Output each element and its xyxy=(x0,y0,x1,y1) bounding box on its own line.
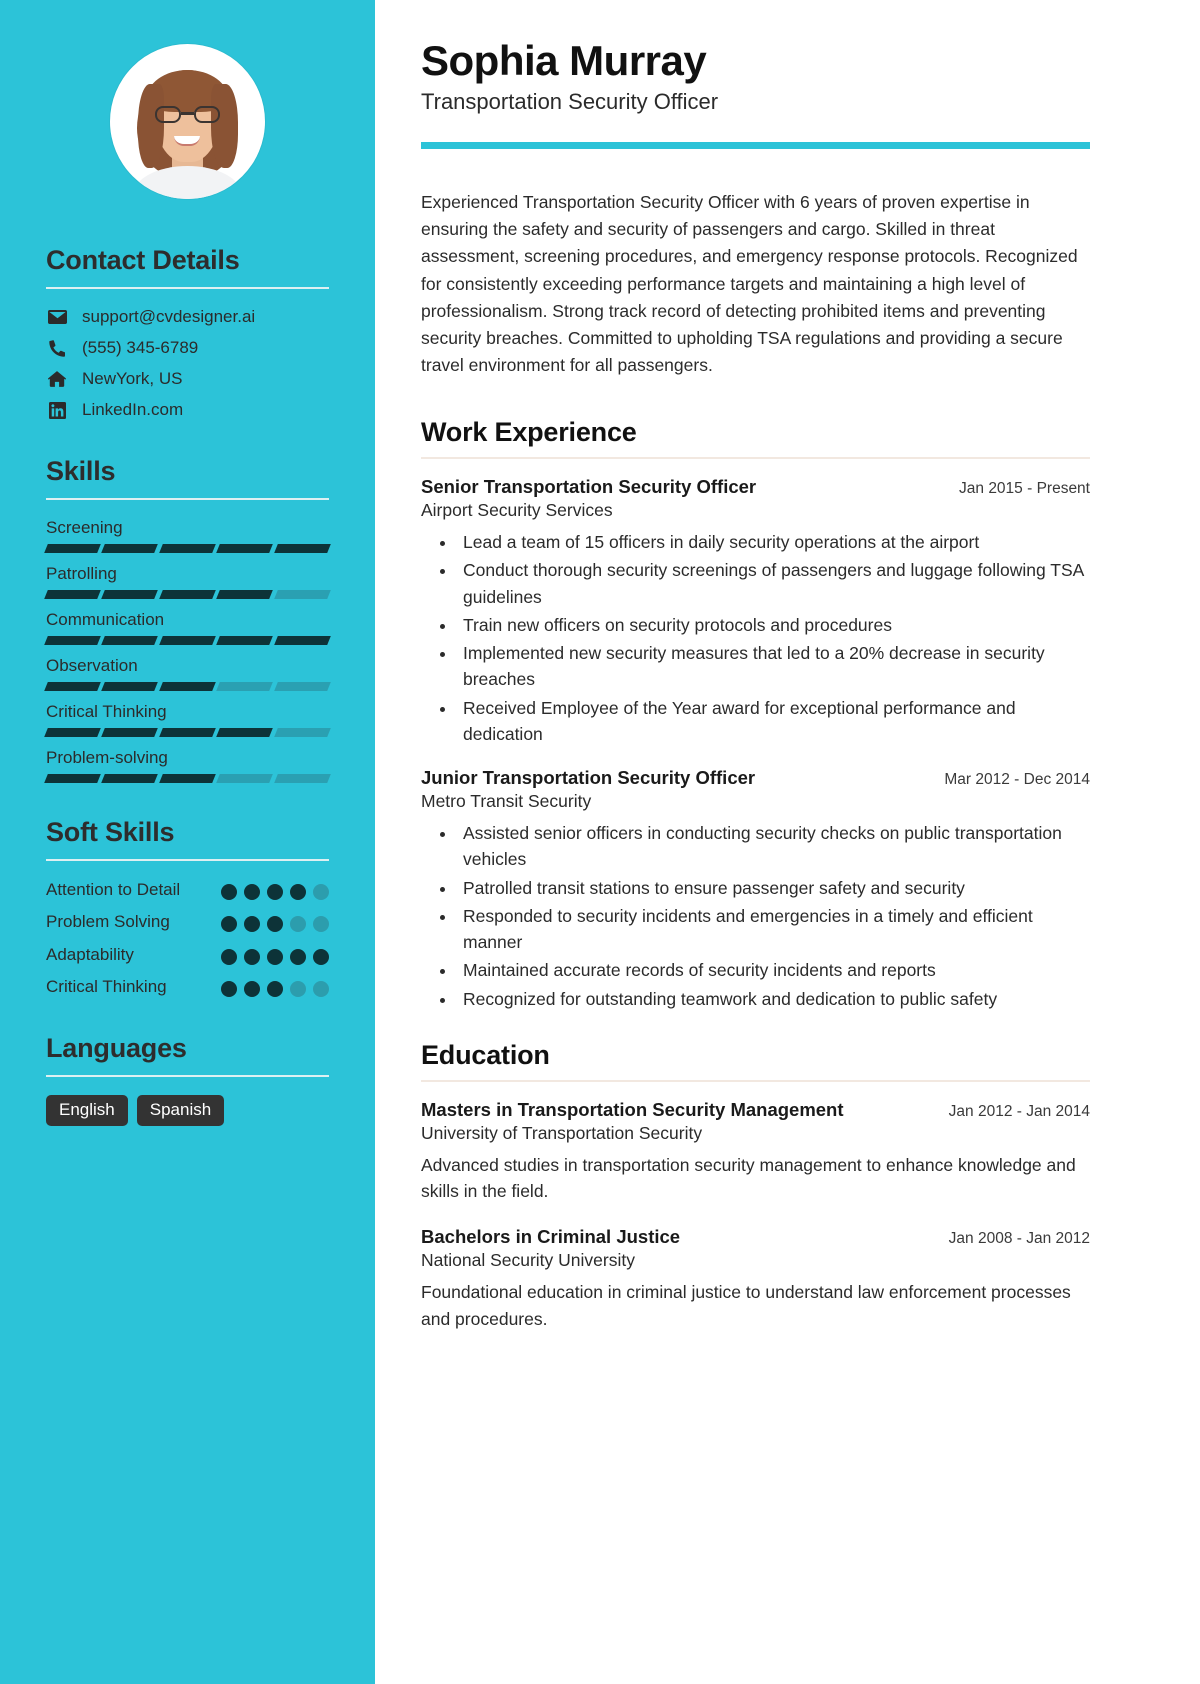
skill-label: Observation xyxy=(46,656,138,675)
soft-skill-rating xyxy=(221,944,329,965)
education-entry xyxy=(421,1099,1090,1205)
avatar xyxy=(110,44,265,199)
entry-description: Foundational education in criminal justice to understand law enforcement processes and procedures. xyxy=(421,1282,1071,1329)
rating-dot xyxy=(221,949,237,965)
entry-bullet-list xyxy=(457,529,1090,747)
soft-skill-label: Attention to Detail xyxy=(46,880,181,899)
entry-bullet: • Maintained accurate records of security incidents and reports xyxy=(457,957,1090,983)
skill-bar-segment xyxy=(216,590,273,599)
skill-bar-segment xyxy=(44,682,101,691)
skill-item xyxy=(46,748,329,783)
avatar-hair-left xyxy=(138,84,164,168)
skill-label: Patrolling xyxy=(46,564,117,583)
skill-item xyxy=(46,656,329,691)
entry-organization: Airport Security Services xyxy=(421,500,613,521)
skill-bar-segment xyxy=(102,682,159,691)
rating-dot xyxy=(290,916,306,932)
soft-skill-item xyxy=(46,879,329,901)
skill-bar-segment xyxy=(274,590,331,599)
skill-bar-segment xyxy=(159,544,216,553)
entry-title: Bachelors in Criminal Justice xyxy=(421,1226,681,1248)
rating-dot xyxy=(313,949,329,965)
skill-bar-segment xyxy=(274,728,331,737)
rating-dot xyxy=(267,884,283,900)
entry-date: Jan 2015 - Present xyxy=(959,480,1090,498)
skill-bar-segment xyxy=(216,636,273,645)
skill-bar-segment xyxy=(274,774,331,783)
rating-dot xyxy=(267,949,283,965)
soft-skill-label: Problem Solving xyxy=(46,912,170,932)
skill-item xyxy=(46,610,329,645)
skill-bar-segment xyxy=(216,728,273,737)
skill-bar-segment xyxy=(44,774,101,783)
soft-skill-item xyxy=(46,976,329,998)
skill-bar-segment xyxy=(44,590,101,599)
entry-date: Jan 2012 - Jan 2014 xyxy=(948,1102,1090,1120)
entry-bullet: • Lead a team of 15 officers in daily security operations at the airport xyxy=(457,529,1090,555)
skill-label: Critical Thinking xyxy=(46,702,167,721)
soft-skill-label: Critical Thinking xyxy=(46,977,167,997)
entry-header xyxy=(421,476,1090,498)
soft-skill-rating xyxy=(221,976,329,997)
skill-item xyxy=(46,518,329,553)
language-tag-list xyxy=(46,1095,329,1127)
skill-bar-segment xyxy=(216,682,273,691)
linkedin-icon xyxy=(46,402,68,419)
entry-header xyxy=(421,1099,1090,1121)
contact-divider xyxy=(46,287,329,289)
skill-level-bar xyxy=(46,728,329,737)
skill-bar-segment xyxy=(102,636,159,645)
entry-header xyxy=(421,1226,1090,1248)
contact-heading: Contact Details xyxy=(46,245,240,275)
rating-dot xyxy=(244,916,260,932)
entry-bullet-list xyxy=(457,820,1090,1012)
rating-dot xyxy=(290,949,306,965)
entry-title: Senior Transportation Security Officer xyxy=(421,476,757,498)
entry-header xyxy=(421,767,1090,789)
skill-bar-segment xyxy=(216,544,273,553)
work-experience-list xyxy=(421,476,1090,1012)
soft-skills-heading: Soft Skills xyxy=(46,817,175,847)
entry-bullet: • Conduct thorough security screenings of passengers and luggage following TSA guidelines xyxy=(457,557,1090,610)
contact-item[interactable] xyxy=(46,369,329,389)
entry-date: Jan 2008 - Jan 2012 xyxy=(948,1230,1090,1248)
entry-organization: Metro Transit Security xyxy=(421,791,592,812)
soft-skill-rating xyxy=(221,879,329,900)
sidebar xyxy=(0,0,375,1684)
languages-heading: Languages xyxy=(46,1032,187,1063)
rating-dot xyxy=(313,916,329,932)
skill-item xyxy=(46,702,329,737)
entry-bullet: • Received Employee of the Year award for exceptional performance and dedication xyxy=(457,695,1090,748)
contact-list xyxy=(46,307,329,420)
education-list xyxy=(421,1099,1090,1332)
skill-bar-segment xyxy=(102,590,159,599)
avatar-wrapper xyxy=(46,44,329,199)
entry-bullet: • Implemented new security measures that led to a 20% decrease in security breaches xyxy=(457,640,1090,693)
soft-skill-item xyxy=(46,944,329,966)
work-experience-divider xyxy=(421,457,1090,459)
contact-section xyxy=(46,245,329,420)
skill-bar-segment xyxy=(159,682,216,691)
skills-list xyxy=(46,518,329,783)
entry-title: Junior Transportation Security Officer xyxy=(421,767,756,789)
entry-title: Masters in Transportation Security Management xyxy=(421,1098,844,1120)
skill-bar-segment xyxy=(159,590,216,599)
language-tag[interactable]: Spanish xyxy=(137,1095,224,1127)
skill-label: Screening xyxy=(46,518,123,537)
rating-dot xyxy=(244,884,260,900)
avatar-hair-right xyxy=(211,84,238,168)
contact-item[interactable] xyxy=(46,307,329,327)
skills-section xyxy=(46,456,329,783)
language-tag[interactable]: English xyxy=(46,1095,128,1127)
skill-label: Problem-solving xyxy=(46,748,168,767)
rating-dot xyxy=(290,981,306,997)
contact-item-label: support@cvdesigner.ai xyxy=(82,307,256,326)
contact-item[interactable] xyxy=(46,400,329,420)
skill-bar-segment xyxy=(102,544,159,553)
soft-skills-divider xyxy=(46,859,329,861)
rating-dot xyxy=(244,949,260,965)
rating-dot xyxy=(221,884,237,900)
entry-bullet: • Train new officers on security protocols and procedures xyxy=(457,612,1090,638)
education-entry xyxy=(421,1226,1090,1332)
skill-bar-segment xyxy=(44,728,101,737)
skill-level-bar xyxy=(46,682,329,691)
skill-bar-segment xyxy=(44,544,101,553)
skills-divider xyxy=(46,498,329,500)
entry-bullet: • Recognized for outstanding teamwork and dedication to public safety xyxy=(457,986,1090,1012)
skill-bar-segment xyxy=(102,774,159,783)
skill-level-bar xyxy=(46,636,329,645)
job-title: Transportation Security Officer xyxy=(421,89,719,115)
rating-dot xyxy=(313,981,329,997)
skill-bar-segment xyxy=(274,636,331,645)
professional-summary: Experienced Transportation Security Officer with 6 years of proven expertise in ensuring the safety and security of passengers and cargo. Skilled in threat assessment, screening procedures, and emergency response protocols. Recognized for consistently exceeding performance targets and maintaining a high level of professionalism. Strong track record of detecting prohibited items and preventing security breaches. Committed to upholding TSA regulations and providing a secure travel environment for all passengers. xyxy=(421,192,1078,375)
education-section xyxy=(421,1040,1090,1332)
skill-item xyxy=(46,564,329,599)
work-experience-entry xyxy=(421,767,1090,1012)
soft-skill-item xyxy=(46,911,329,933)
skill-level-bar xyxy=(46,774,329,783)
avatar-shoulders xyxy=(134,166,241,199)
entry-bullet: • Patrolled transit stations to ensure passenger safety and security xyxy=(457,875,1090,901)
education-divider xyxy=(421,1080,1090,1082)
work-experience-section xyxy=(421,417,1090,1012)
rating-dot xyxy=(290,884,306,900)
rating-dot xyxy=(244,981,260,997)
home-icon xyxy=(46,371,68,387)
skill-label: Communication xyxy=(46,610,165,629)
contact-item[interactable] xyxy=(46,338,329,358)
entry-bullet: • Responded to security incidents and emergencies in a timely and efficient manner xyxy=(457,903,1090,956)
rating-dot xyxy=(267,981,283,997)
entry-date: Mar 2012 - Dec 2014 xyxy=(944,771,1090,789)
skill-level-bar xyxy=(46,544,329,553)
soft-skill-label: Adaptability xyxy=(46,944,134,964)
work-experience-entry xyxy=(421,476,1090,747)
skill-bar-segment xyxy=(274,682,331,691)
main-column xyxy=(375,0,1200,1684)
page-title: Sophia Murray xyxy=(421,37,707,84)
skill-level-bar xyxy=(46,590,329,599)
envelope-icon xyxy=(46,310,68,324)
soft-skills-list xyxy=(46,879,329,999)
languages-divider xyxy=(46,1075,329,1077)
contact-item-label: NewYork, US xyxy=(82,369,183,388)
skill-bar-segment xyxy=(274,544,331,553)
rating-dot xyxy=(221,916,237,932)
skill-bar-segment xyxy=(159,728,216,737)
soft-skill-rating xyxy=(221,911,329,932)
rating-dot xyxy=(313,884,329,900)
skill-bar-segment xyxy=(44,636,101,645)
skill-bar-segment xyxy=(216,774,273,783)
entry-description: Advanced studies in transportation security management to enhance knowledge and skills in the field. xyxy=(421,1154,1076,1202)
accent-divider xyxy=(421,142,1090,149)
contact-item-label: (555) 345-6789 xyxy=(82,338,199,357)
education-heading: Education xyxy=(421,1039,550,1070)
entry-bullet: • Assisted senior officers in conducting security checks on public transportation vehicles xyxy=(457,820,1090,873)
skills-heading: Skills xyxy=(46,456,116,486)
contact-item-label: LinkedIn.com xyxy=(82,400,184,419)
skill-bar-segment xyxy=(159,774,216,783)
phone-icon xyxy=(46,340,68,357)
rating-dot xyxy=(221,981,237,997)
entry-organization: National Security University xyxy=(421,1250,635,1271)
work-experience-heading: Work Experience xyxy=(421,417,637,448)
glasses-icon xyxy=(155,106,220,123)
entry-organization: University of Transportation Security xyxy=(421,1122,703,1143)
rating-dot xyxy=(267,916,283,932)
skill-bar-segment xyxy=(102,728,159,737)
soft-skills-section xyxy=(46,817,329,999)
languages-section xyxy=(46,1033,329,1127)
skill-bar-segment xyxy=(159,636,216,645)
